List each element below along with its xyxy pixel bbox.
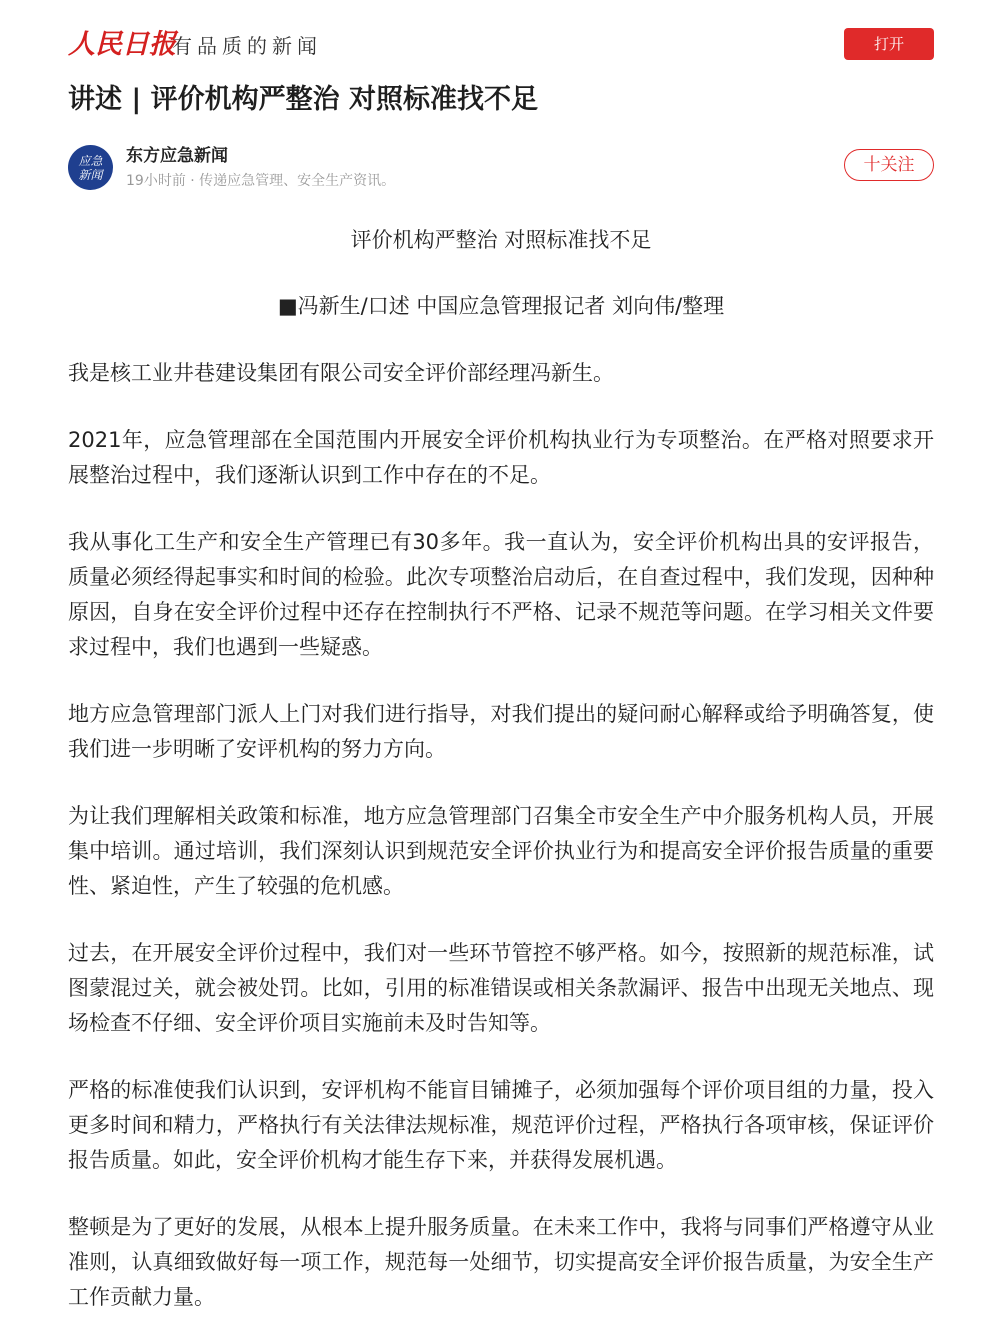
paragraph: 我是核工业井巷建设集团有限公司安全评价部经理冯新生。 <box>68 361 614 385</box>
follow-button[interactable]: 十关注 <box>844 149 934 181</box>
paragraph: 为让我们理解相关政策和标准，地方应急管理部门召集全市安全生产中介服务机构人员，开展集中培训。通过培训，我们深刻认识到规范安全评价执业行为和提高安全评价报告质量的重要性、紧迫性，产生了较强的危机感。 <box>68 804 934 898</box>
article-body <box>68 222 934 1315</box>
brand-logo[interactable]: 人民日报 <box>68 29 176 60</box>
avatar[interactable] <box>68 145 113 190</box>
paragraph: 过去，在开展安全评价过程中，我们对一些环节管控不够严格。如今，按照新的规范标准，试图蒙混过关，就会被处罚。比如，引用的标准错误或相关条款漏评、报告中出现无关地点、现场检查不仔细、安全评价项目实施前未及时告知等。 <box>68 941 934 1035</box>
brand-slogan: 有品质的新闻 <box>172 34 322 58</box>
open-app-button[interactable]: 打开 <box>844 28 934 60</box>
paragraph: 2021年，应急管理部在全国范围内开展安全评价机构执业行为专项整治。在严格对照要求开展整治过程中，我们逐渐认识到工作中存在的不足。 <box>68 428 934 487</box>
paragraph: 严格的标准使我们认识到，安评机构不能盲目铺摊子，必须加强每个评价项目组的力量，投入更多时间和精力，严格执行有关法律法规标准，规范评价过程，严格执行各项审核，保证评价报告质量。如此，安全评价机构才能生存下来，并获得发展机遇。 <box>68 1078 934 1172</box>
avatar-text-line1: 应急 <box>78 153 103 168</box>
article-heading: 评价机构严整治 对照标准找不足 <box>350 228 652 252</box>
paragraph: 整顿是为了更好的发展，从根本上提升服务质量。在未来工作中，我将与同事们严格遵守从业准则，认真细致做好每一项工作，规范每一处细节，切实提高安全评价报告质量，为安全生产工作贡献力量。 <box>68 1215 934 1309</box>
author-info <box>68 143 934 193</box>
author-name[interactable]: 东方应急新闻 <box>126 146 228 166</box>
author-meta: 19小时前 · 传递应急管理、安全生产资讯。 <box>126 173 396 189</box>
article-byline: ■冯新生/口述 中国应急管理报记者 刘向伟/整理 <box>277 294 725 318</box>
paragraph: 地方应急管理部门派人上门对我们进行指导，对我们提出的疑问耐心解释或给予明确答复，使我们进一步明晰了安评机构的努力方向。 <box>68 702 934 761</box>
app-header <box>68 28 934 64</box>
avatar-text-line2: 新闻 <box>78 167 103 182</box>
page-title: 讲述 | 评价机构严整治 对照标准找不足 <box>68 84 539 115</box>
paragraph: 我从事化工生产和安全生产管理已有30多年。我一直认为，安全评价机构出具的安评报告，质量必须经得起事实和时间的检验。此次专项整治启动后，在自查过程中，我们发现，因种种原因，自身在安全评价过程中还存在控制执行不严格、记录不规范等问题。在学习相关文件要求过程中，我们也遇到一些疑惑。 <box>68 530 934 659</box>
